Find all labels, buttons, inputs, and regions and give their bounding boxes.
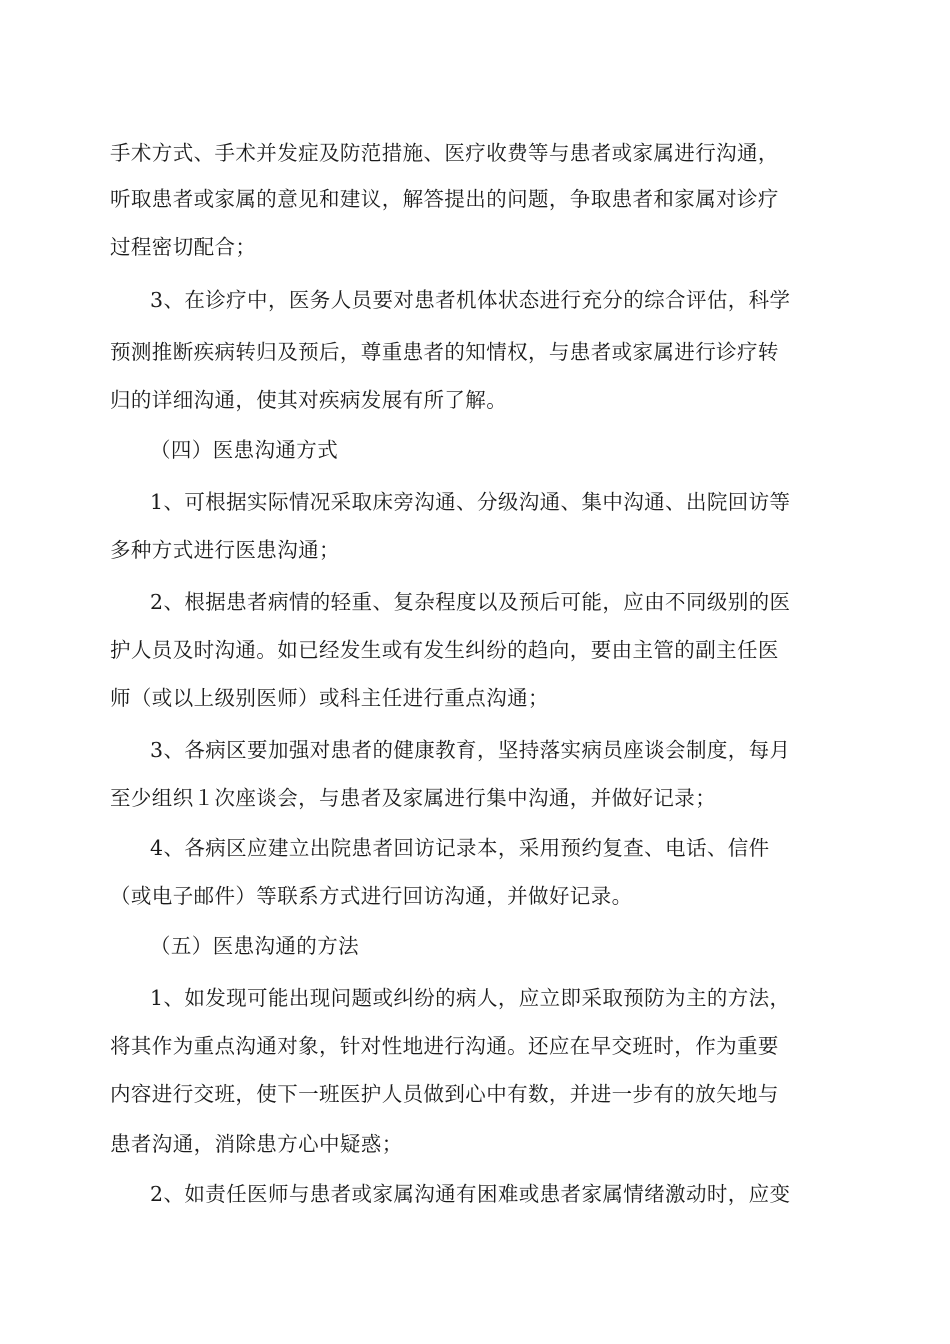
- paragraph-line: 2、如责任医师与患者或家属沟通有困难或患者家属情绪激动时，应变: [150, 1182, 791, 1206]
- paragraph-line: 归的详细沟通，使其对疾病发展有所了解。: [110, 388, 508, 412]
- paragraph-line: 护人员及时沟通。如已经发生或有发生纠纷的趋向，要由主管的副主任医: [110, 638, 779, 662]
- paragraph-line: 4、各病区应建立出院患者回访记录本，采用预约复查、电话、信件: [150, 836, 770, 860]
- section-heading: （五）医患沟通的方法: [150, 934, 359, 958]
- paragraph-line: 至少组织１次座谈会，与患者及家属进行集中沟通，并做好记录；: [110, 786, 717, 810]
- paragraph-line: （或电子邮件）等联系方式进行回访沟通，并做好记录。: [110, 884, 633, 908]
- paragraph-line: 听取患者或家属的意见和建议，解答提出的问题，争取患者和家属对诊疗: [110, 187, 779, 211]
- section-heading: （四）医患沟通方式: [150, 438, 339, 462]
- paragraph-line: 3、在诊疗中，医务人员要对患者机体状态进行充分的综合评估，科学: [150, 288, 791, 312]
- paragraph-line: 内容进行交班，使下一班医护人员做到心中有数，并进一步有的放矢地与: [110, 1082, 779, 1106]
- paragraph-line: 3、各病区要加强对患者的健康教育，坚持落实病员座谈会制度，每月: [150, 738, 791, 762]
- paragraph-line: 师（或以上级别医师）或科主任进行重点沟通；: [110, 686, 549, 710]
- paragraph-line: 将其作为重点沟通对象，针对性地进行沟通。还应在早交班时，作为重要: [110, 1034, 779, 1058]
- paragraph-line: 1、如发现可能出现问题或纠纷的病人，应立即采取预防为主的方法，: [150, 986, 791, 1010]
- paragraph-line: 2、根据患者病情的轻重、复杂程度以及预后可能，应由不同级别的医: [150, 590, 791, 614]
- paragraph-line: 多种方式进行医患沟通；: [110, 538, 340, 562]
- paragraph-line: 预测推断疾病转归及预后，尊重患者的知情权，与患者或家属进行诊疗转: [110, 340, 779, 364]
- paragraph-line: 患者沟通，消除患方心中疑惑；: [110, 1132, 403, 1156]
- paragraph-line: 手术方式、手术并发症及防范措施、医疗收费等与患者或家属进行沟通，: [110, 141, 779, 165]
- paragraph-line: 1、可根据实际情况采取床旁沟通、分级沟通、集中沟通、出院回访等: [150, 490, 791, 514]
- paragraph-line: 过程密切配合；: [110, 235, 257, 259]
